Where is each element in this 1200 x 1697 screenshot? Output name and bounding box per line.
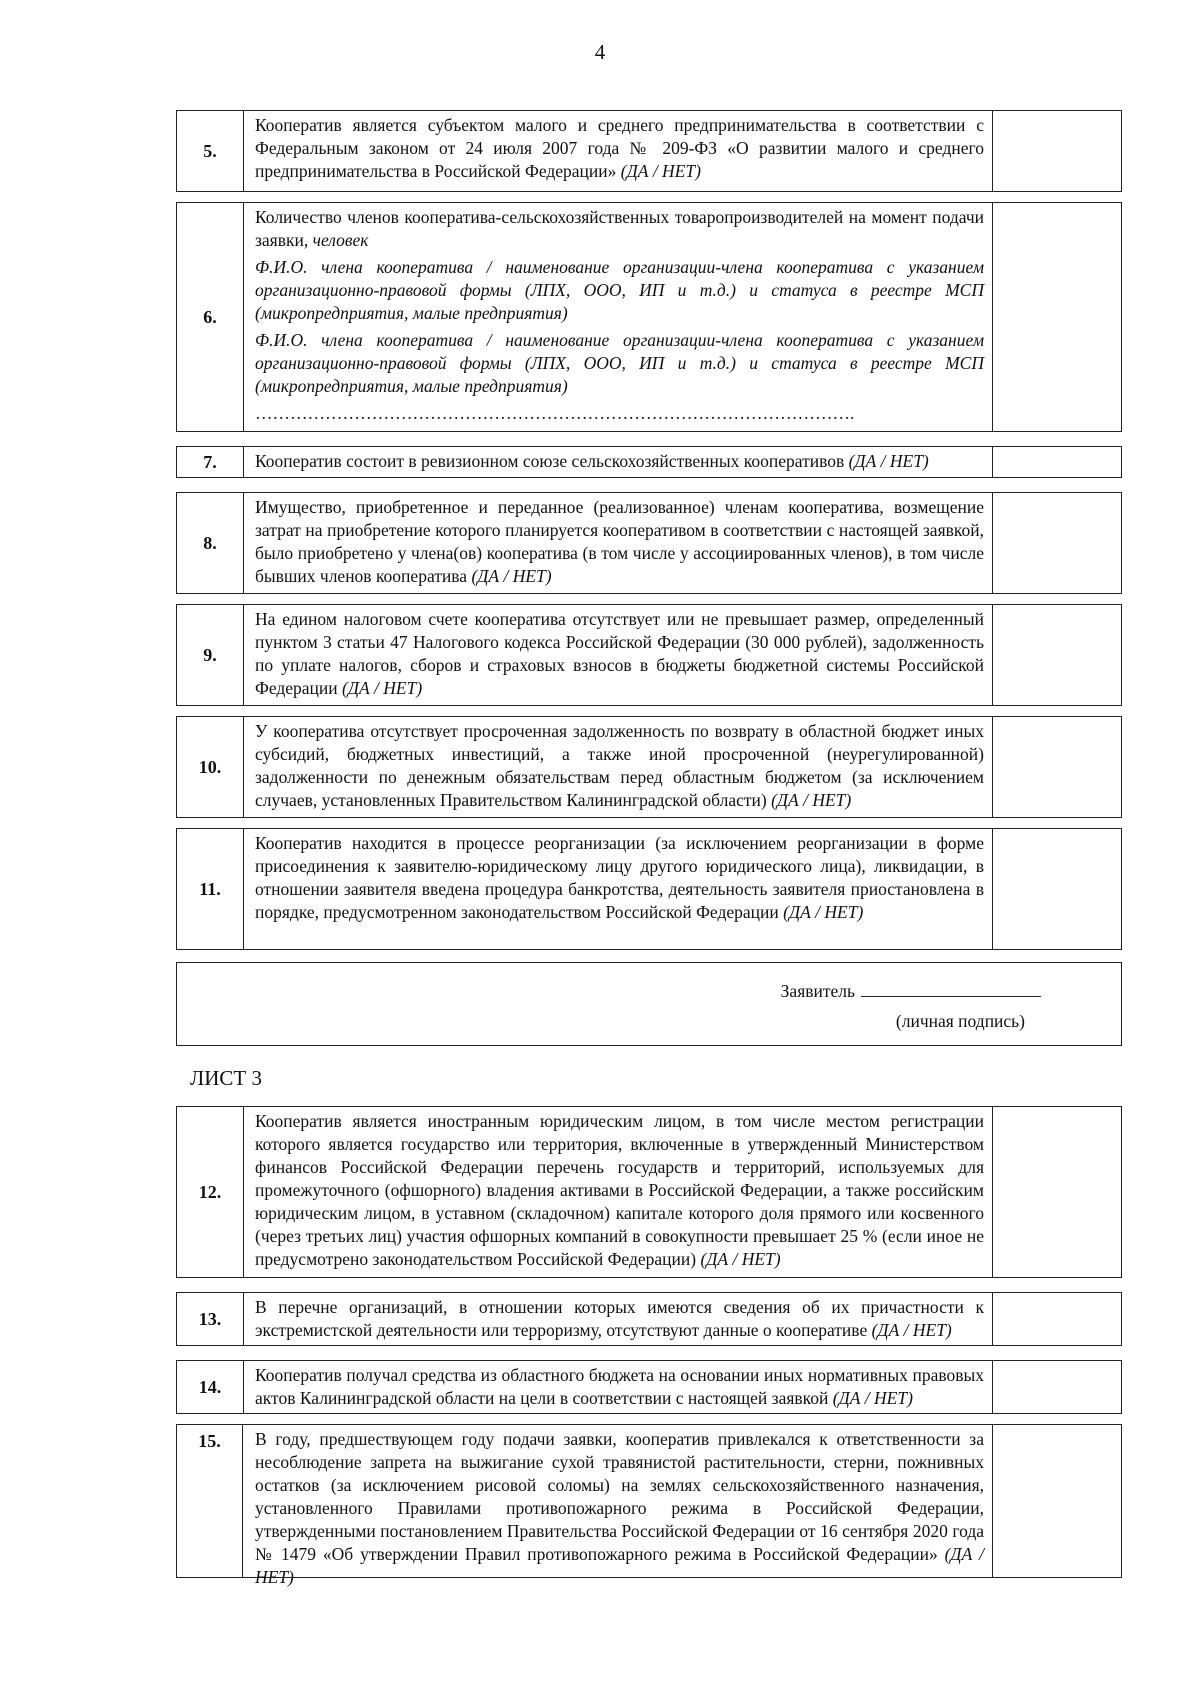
row-number: 8. <box>177 493 244 593</box>
row-text: Имущество, приобретенное и переданное (реализованное) членам кооператива, возмещение затрат на приобретение которого планируется кооперативом в соответствии с настоящей заявкой, было приобретено у члена(ов) кооператива (в том числе у ассоциированных членов), в том числе бывших членов кооператива (ДА / НЕТ) <box>243 493 993 593</box>
answer-cell <box>991 1107 1121 1277</box>
row-number: 6. <box>177 203 244 431</box>
row-number: 14. <box>177 1361 244 1413</box>
table-row <box>176 828 1122 950</box>
page-number: 4 <box>594 40 606 64</box>
signature-note: (личная подпись) <box>895 1011 1025 1031</box>
table-row <box>176 1292 1122 1346</box>
answer-cell <box>991 1293 1121 1345</box>
table-row <box>176 110 1122 192</box>
answer-cell <box>991 829 1121 949</box>
table-row <box>176 716 1122 818</box>
row-number: 9. <box>177 605 244 705</box>
table-row <box>176 202 1122 432</box>
row-text: Кооператив получал средства из областного бюджета на основании иных нормативных правовых актов Калининградской области на цели в соответствии с настоящей заявкой (ДА / НЕТ) <box>243 1361 993 1413</box>
sheet-title: ЛИСТ 3 <box>190 1066 262 1090</box>
row-number: 13. <box>177 1293 244 1345</box>
table-row <box>176 492 1122 594</box>
row-number: 11. <box>177 829 244 949</box>
row-text: Кооператив является иностранным юридическим лицом, в том числе местом регистрации которого является государство или территория, включенные в утвержденный Министерством финансов Российской Федерации перечень государств и территорий, используемых для промежуточного (офшорного) владения активами в Российской Федерации, а также российским юридическим лицом, в уставном (складочном) капитале которого доля прямого или косвенного (через третьих лиц) участия офшорных компаний в совокупности превышает 25 % (если иное не предусмотрено законодательством Российской Федерации) (ДА / НЕТ) <box>243 1107 993 1277</box>
answer-cell <box>991 203 1121 431</box>
answer-cell <box>991 493 1121 593</box>
row-number: 15. <box>177 1425 243 1577</box>
signature-line <box>781 981 1041 1002</box>
row-text: В году, предшествующем году подачи заявки, кооператив привлекался к ответственности за несоблюдение запрета на выжигание сухой травянистой растительности, стерни, пожнивных остатков (за исключением рисовой соломы) на землях сельскохозяйственного назначения, установленного Правилами противопожарного режима в Российской Федерации, утвержденными постановлением Правительства Российской Федерации от 16 сентября 2020 года № 1479 «Об утверждении Правил противопожарного режима в Российской Федерации» (ДА / НЕТ) <box>243 1425 993 1577</box>
signature-label: Заявитель <box>780 981 855 1001</box>
answer-cell <box>991 605 1121 705</box>
signature-field[interactable] <box>861 996 1041 997</box>
row-text: На едином налоговом счете кооператива отсутствует или не превышает размер, определенный пунктом 3 статьи 47 Налогового кодекса Российской Федерации (30 000 рублей), задолженность по уплате налогов, сборов и страховых взносов в бюджеты бюджетной системы Российской Федерации (ДА / НЕТ) <box>243 605 993 705</box>
answer-cell <box>991 447 1121 477</box>
row-number: 7. <box>177 447 244 477</box>
answer-cell <box>991 1361 1121 1413</box>
row-text: У кооператива отсутствует просроченная задолженность по возврату в областной бюджет иных субсидий, бюджетных инвестиций, а также иной просроченной (неурегулированной) задолженности по денежным обязательствам перед областным бюджетом (за исключением случаев, установленных Правительством Калининградской области) (ДА / НЕТ) <box>243 717 993 817</box>
answer-cell <box>991 717 1121 817</box>
table-row <box>176 604 1122 706</box>
row-text: Кооператив состоит в ревизионном союзе сельскохозяйственных кооперативов (ДА / НЕТ) <box>243 447 993 477</box>
answer-cell <box>991 111 1121 191</box>
signature-box <box>176 962 1122 1046</box>
table-row <box>176 1424 1122 1587</box>
table-row <box>176 1106 1122 1278</box>
table-row <box>176 1360 1122 1414</box>
answer-cell <box>991 1425 1121 1577</box>
table-row <box>176 446 1122 478</box>
row-text: Количество членов кооператива-сельскохозяйственных товаропроизводителей на момент подачи заявки, человек Ф.И.О. члена кооператива / наименование организации-члена кооператива с указанием организационно-правовой формы (ЛПХ, ООО, ИП и т.д.) и статуса в реестре МСП (микропредприятия, малые предприятия) Ф.И.О. члена кооператива / наименование организации-члена кооператива с указанием организационно-правовой формы (ЛПХ, ООО, ИП и т.д.) и статуса в реестре МСП (микропредприятия, малые предприятия) …………………………………………………………………………………………. <box>243 203 993 431</box>
row-text: Кооператив находится в процессе реорганизации (за исключением реорганизации в форме присоединения к заявителю-юридическому лицу другого юридического лица), ликвидации, в отношении заявителя введена процедура банкротства, деятельность заявителя приостановлена в порядке, предусмотренном законодательством Российской Федерации (ДА / НЕТ) <box>243 829 993 949</box>
row-text: В перечне организаций, в отношении которых имеются сведения об их причастности к экстремистской деятельности или терроризму, отсутствуют данные о кооперативе (ДА / НЕТ) <box>243 1293 993 1345</box>
row-number: 5. <box>177 111 244 191</box>
row-number: 10. <box>177 717 244 817</box>
row-text: Кооператив является субъектом малого и среднего предпринимательства в соответствии с Федеральным законом от 24 июля 2007 года № 209-ФЗ «О развитии малого и среднего предпринимательства в Российской Федерации» (ДА / НЕТ) <box>243 111 993 191</box>
row-number: 12. <box>177 1107 244 1277</box>
